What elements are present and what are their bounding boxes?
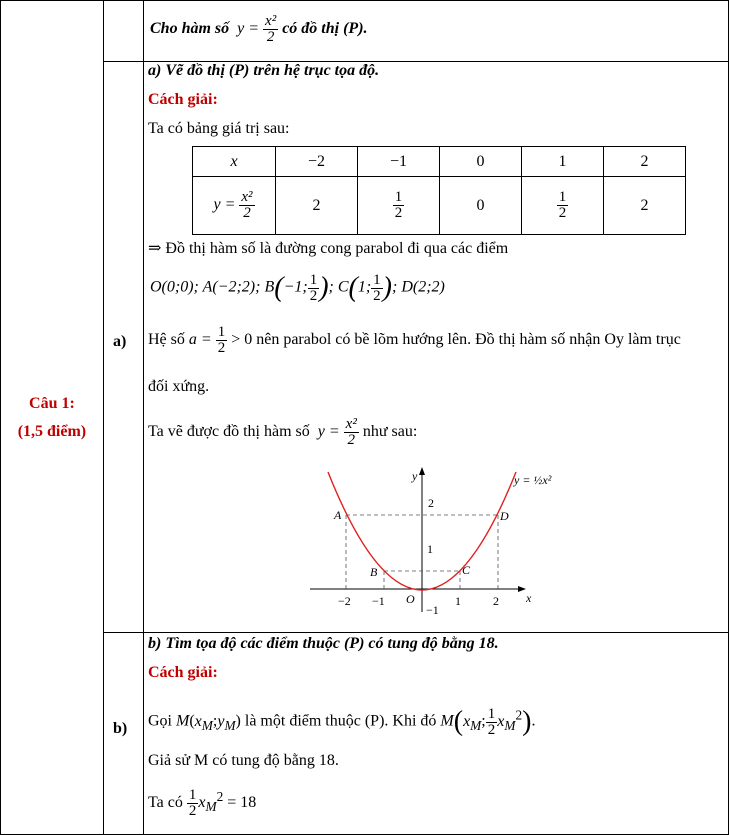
y-value: 0 xyxy=(440,177,522,235)
part-b-title: b) Tìm tọa độ các điểm thuộc (P) có tung độ bằng 18. xyxy=(148,635,499,652)
empty-cell xyxy=(103,1,143,62)
question-points: (1,5 điểm) xyxy=(17,422,87,440)
part-b-line1: Gọi $M(x_M;y_M)$ là một điểm thuộc (P). Khi đó $M(x_M$; $\frac{1}{2}$ $x_M^2$). xyxy=(148,705,536,738)
draw-suffix: như sau: xyxy=(362,423,418,441)
point-label-c: C xyxy=(462,563,471,577)
y-value: $\frac{1}{2}$ xyxy=(358,177,440,235)
y-header-prefix: y = xyxy=(213,196,236,214)
intro-den: 2 xyxy=(266,29,275,45)
x-tick-label: −2 xyxy=(338,594,351,608)
coef-a: a = xyxy=(188,331,212,349)
question-label: Câu 1: xyxy=(29,394,75,412)
line1-mid: là một điểm thuộc (P). Khi đó xyxy=(244,712,437,730)
question-cell xyxy=(1,1,104,835)
coef-line xyxy=(148,325,681,356)
intro-num: x² xyxy=(265,13,277,29)
point-label-a: A xyxy=(334,508,342,522)
y-tick-label: 2 xyxy=(428,496,434,510)
y-axis-label: y xyxy=(412,469,418,483)
part-b-line2: Giả sử M có tung độ bằng 18. xyxy=(148,752,339,769)
line3-prefix: Ta có xyxy=(148,794,183,812)
x-value: 1 xyxy=(522,147,604,177)
x-value: 0 xyxy=(440,147,522,177)
y-value: 2 xyxy=(604,177,686,235)
part-b-method: Cách giải: xyxy=(148,664,218,681)
part-b-line3: Ta có $\frac{1}{2}$ $x_M^2 = 18$ xyxy=(148,787,257,819)
x-header: x xyxy=(193,147,276,177)
part-a-label: a) xyxy=(113,333,127,350)
draw-line: Ta vẽ được đồ thị hàm số y = $\frac{\text{x²}}{2}$ như sau: xyxy=(148,416,418,448)
parabola-graph xyxy=(300,462,570,622)
y-tick-label: −1 xyxy=(426,603,439,617)
point-label-b: B xyxy=(370,565,378,579)
x-value: 2 xyxy=(604,147,686,177)
value-table xyxy=(192,146,686,235)
x-value: −2 xyxy=(276,147,358,177)
y-value: $\frac{1}{2}$ xyxy=(522,177,604,235)
points-list: O(0;0); A(−2;2); B(−1; $\frac{1}{2}$ ); C(1; $\frac{1}{2}$ ); D(2;2) xyxy=(150,271,445,304)
y-axis-arrow xyxy=(419,467,425,475)
part-a-method: Cách giải: xyxy=(148,91,218,108)
y-header xyxy=(193,177,276,235)
x-value: −1 xyxy=(358,147,440,177)
part-a-title: a) Vẽ đồ thị (P) trên hệ trục tọa độ. xyxy=(148,62,380,79)
coef-den: 2 xyxy=(217,340,226,356)
y-value: 2 xyxy=(276,177,358,235)
coef-rest: > 0 nên parabol có bề lõm hướng lên. Đồ thị hàm số nhận Oy làm trục xyxy=(231,331,681,349)
y-tick-label: 1 xyxy=(427,542,433,556)
curve-label: y = ½x² xyxy=(514,473,552,487)
intro-fraction xyxy=(263,14,278,45)
point-label-d: D xyxy=(500,509,509,523)
origin-label: O xyxy=(406,592,415,606)
line3-suffix: = 18 xyxy=(227,794,257,812)
coef-prefix: Hệ số xyxy=(148,331,185,349)
x-axis-label: x xyxy=(526,591,532,605)
intro-prefix: Cho hàm số xyxy=(150,20,230,38)
line1-prefix: Gọi xyxy=(148,712,172,730)
draw-prefix: Ta vẽ được đồ thị hàm số xyxy=(148,423,310,441)
intro-line: Cho hàm số y = $\frac{\text{x²}}{2}$ có đồ thị (P). xyxy=(150,13,368,45)
coef-line2: đối xứng. xyxy=(148,378,210,395)
intro-suffix: có đồ thị (P). xyxy=(282,20,368,38)
y-header-den: 2 xyxy=(243,205,251,221)
y-header-num: x² xyxy=(241,189,253,205)
part-a-line1: Ta có bảng giá trị sau: xyxy=(148,120,290,137)
coef-num: 1 xyxy=(217,324,226,340)
x-tick-label: 2 xyxy=(493,594,499,608)
x-tick-label: −1 xyxy=(372,594,385,608)
part-b-label: b) xyxy=(113,720,128,737)
x-tick-label: 1 xyxy=(455,594,461,608)
x-axis-arrow xyxy=(518,586,526,592)
part-a-conclusion: ⇒ Đồ thị hàm số là đường cong parabol đi qua các điểm xyxy=(148,240,509,257)
